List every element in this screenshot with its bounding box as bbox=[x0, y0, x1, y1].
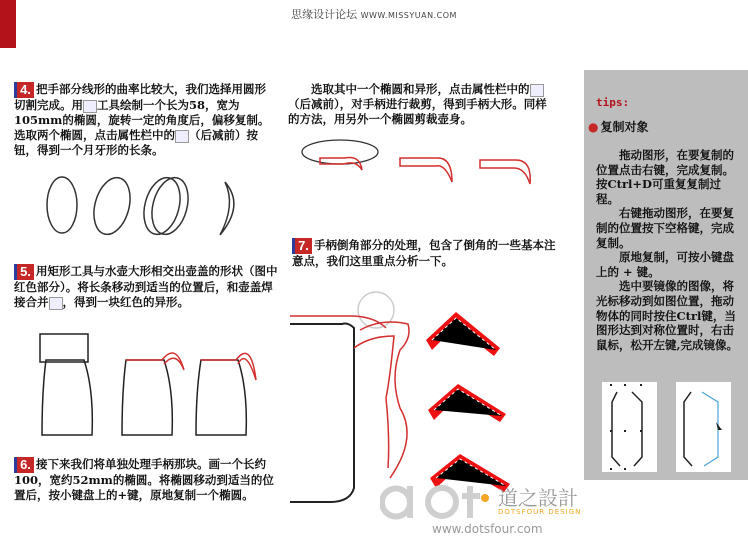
footer-brand-en: DOTSFOUR DESIGN bbox=[498, 508, 582, 516]
tips-body bbox=[596, 148, 742, 352]
step-7 bbox=[292, 238, 562, 269]
step-number: 4. bbox=[17, 82, 34, 98]
kettle-lid-figure bbox=[36, 330, 266, 440]
footer-brand-cn: 道之設計 bbox=[498, 486, 578, 510]
tips-paragraph: 右键拖动图形，在要复制的位置按下空格键，完成复制。 bbox=[596, 206, 734, 250]
step-number: 7. bbox=[295, 238, 312, 254]
site-title: 思缘设计论坛 bbox=[291, 8, 358, 21]
tips-label: tips: bbox=[596, 96, 630, 109]
step-text: ，得到一块红色的异形。 bbox=[62, 295, 189, 309]
middle-text: （后减前），对手柄进行裁剪，得到手柄大形。同样的方法，用另外一个椭圆剪裁壶身。 bbox=[288, 97, 547, 126]
bullet-icon: ● bbox=[588, 120, 599, 134]
step-5 bbox=[14, 264, 284, 310]
step-text: 接下来我们将单独处理手柄那块。画一个长约100，宽约52mm的椭圆。将椭圆移动到适当的位置后，按小键盘上的+键，原地复制一个椭圆。 bbox=[14, 457, 274, 502]
site-header bbox=[0, 0, 748, 30]
footer-url: www.dotsfour.com bbox=[432, 522, 543, 536]
ellipse-tool-icon bbox=[83, 100, 97, 113]
site-url: WWW.MISSYUAN.COM bbox=[360, 11, 457, 20]
tips-heading-text: 复制对象 bbox=[600, 120, 649, 134]
tips-paragraph: 拖动图形，在要复制的位置点击右键，完成复制。按Ctrl+D可重复复制过程。 bbox=[596, 148, 734, 206]
step-4 bbox=[14, 82, 276, 158]
tips-heading bbox=[588, 118, 649, 135]
back-minus-front-icon bbox=[175, 130, 189, 143]
step-number: 5. bbox=[17, 264, 34, 280]
mirror-example-right bbox=[676, 382, 731, 472]
step-text: 把手部分线形的曲率比较大，我们选择用圆形切割完成。用 bbox=[14, 82, 266, 112]
handle-trim-figure bbox=[300, 130, 570, 200]
middle-text: 选取其中一个椭圆和异形，点击属性栏中的 bbox=[311, 82, 530, 96]
step-6 bbox=[14, 457, 284, 503]
step-text: 手柄倒角部分的处理，包含了倒角的一些基本注意点，我们这里重点分析一下。 bbox=[292, 238, 556, 268]
step-number: 6. bbox=[17, 457, 34, 473]
step-text: 用矩形工具与水壶大形相交出壶盖的形状（图中红色部分）。将长条移动到适当的位置后，和壶盖焊接合并 bbox=[14, 264, 278, 309]
ellipse-cut-figure bbox=[40, 170, 250, 245]
step-text: （后减前）按钮，得到一个月牙形的长条。 bbox=[14, 128, 258, 157]
weld-icon bbox=[49, 297, 63, 310]
step-text: 工具绘制一个长为58，宽为105mm的椭圆，旋转一定的角度后，偏移复制。选取两个椭圆，点击属性栏中的 bbox=[14, 98, 270, 142]
back-minus-front-icon bbox=[530, 84, 544, 97]
middle-paragraph bbox=[288, 82, 558, 127]
tips-paragraph: 选中要镜像的图像，将光标移动到如图位置，拖动物体的同时按住Ctrl键，当图形达到对称位置时，右击鼠标，松开左键,完成镜像。 bbox=[596, 279, 739, 352]
tips-paragraph: 原地复制，可按小键盘上的 + 键。 bbox=[596, 250, 734, 279]
mirror-example-left bbox=[602, 382, 657, 472]
